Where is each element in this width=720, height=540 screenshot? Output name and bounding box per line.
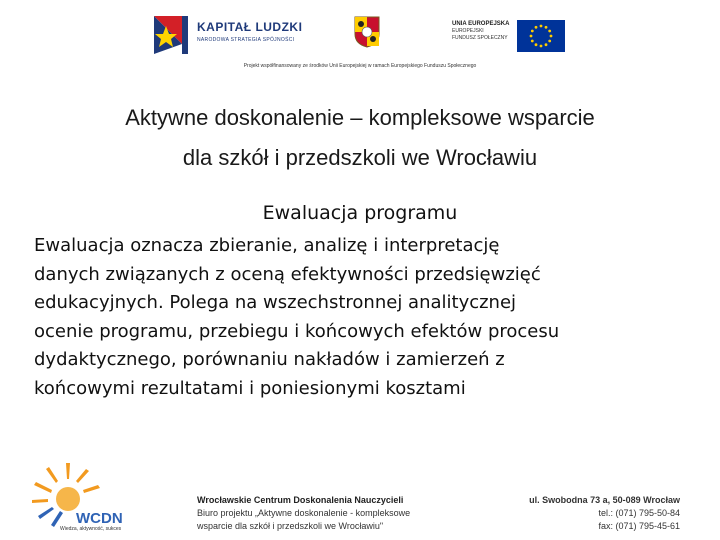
- eu-flag-icon: [517, 20, 565, 52]
- org-name: Wrocławskie Centrum Doskonalenia Nauczycieli: [197, 495, 404, 505]
- title-line-1: Aktywne doskonalenie – kompleksowe wsparcie: [125, 105, 595, 130]
- footer: [0, 458, 720, 540]
- office-line-2: wsparcie dla szkół i przedszkoli we Wrocławiu": [197, 521, 384, 531]
- title-line-2: dla szkół i przedszkoli we Wrocławiu: [182, 145, 538, 170]
- wcdn-sun-logo-icon: [28, 461, 123, 535]
- kapital-ludzki-subtitle: NARODOWA STRATEGIA SPÓJNOŚCI: [197, 37, 295, 43]
- coat-of-arms-icon: [354, 16, 380, 48]
- header-logos: [0, 8, 720, 58]
- section-heading: Ewaluacja programu: [262, 202, 458, 224]
- kapital-ludzki-title: KAPITAŁ LUDZKI: [197, 20, 303, 34]
- page-title: [0, 98, 720, 178]
- phone: tel.: (071) 795-50-84: [598, 508, 680, 518]
- kapital-ludzki-text: [197, 20, 302, 43]
- office-line-1: Biuro projektu „Aktywne doskonalenie - kompleksowe: [197, 508, 411, 518]
- address: ul. Swobodna 73 a, 50-089 Wrocław: [529, 495, 680, 505]
- eu-subtitle-2: FUNDUSZ SPOŁECZNY: [452, 35, 508, 41]
- wcdn-tagline: Wiedza, aktywność, sukces: [60, 526, 122, 532]
- body-paragraph: Ewaluacja oznacza zbieranie, analizę i interpretację danych związanych z oceną efektywności przedsięwzięć edukacyjnych. Polega na wszechstronnej analitycznej ocenie programu, przebiegu i końcowych efektów procesu dydaktycznego, porównaniu nakładów i zamierzeń z końcowymi rezultatami i poniesionymi kosztami: [34, 235, 560, 399]
- eu-title: UNIA EUROPEJSKA: [452, 21, 510, 27]
- eu-subtitle-1: EUROPEJSKI: [452, 28, 484, 34]
- wcdn-logo-text: WCDN: [76, 510, 123, 527]
- cofinancing-note: Projekt współfinansowany ze środków Unii Europejskiej w ramach Europejskiego Funduszu Społecznego: [243, 63, 477, 69]
- footer-contact: [500, 494, 680, 533]
- footer-organization: [197, 494, 410, 533]
- fax: fax: (071) 795-45-61: [598, 521, 680, 531]
